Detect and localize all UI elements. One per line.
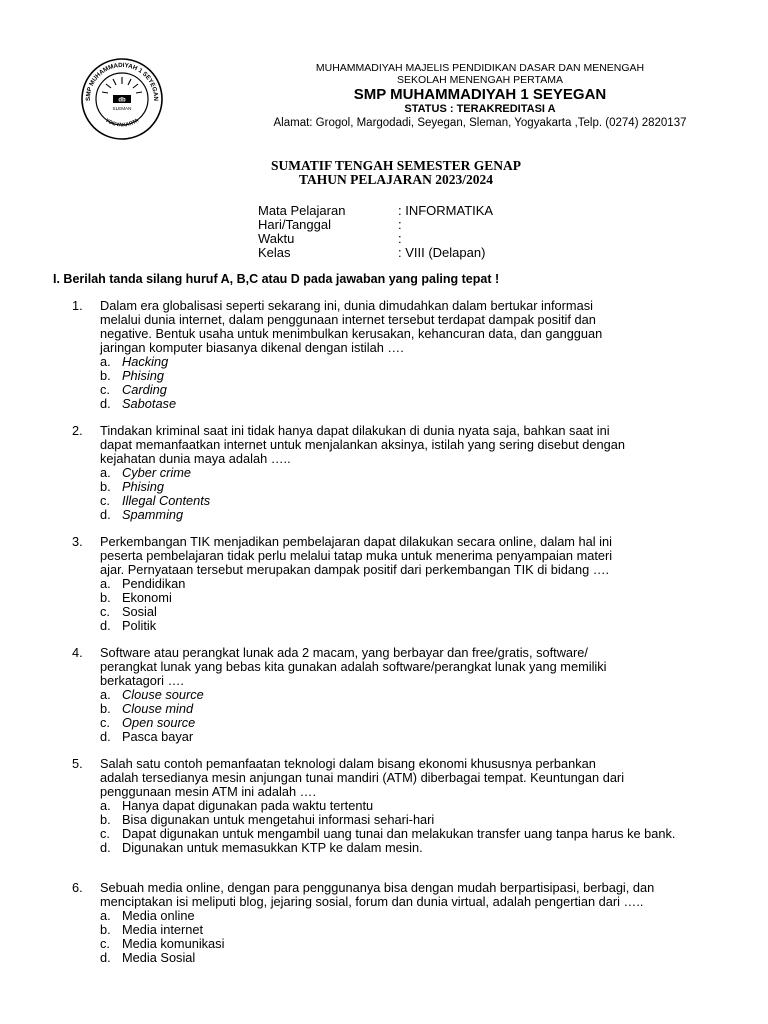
option-text: Clouse mind (122, 701, 194, 716)
option-text: Carding (122, 382, 167, 397)
meta-value: : (398, 217, 402, 232)
option-text: Sabotase (122, 396, 177, 411)
answer-option[interactable] (100, 369, 722, 383)
accreditation-status: STATUS : TERAKREDITASI A (404, 103, 556, 115)
option-letter: b. (100, 922, 111, 937)
meta-row-date (258, 218, 493, 232)
question-line: Sebuah media online, dengan para penggunanya bisa dengan mudah berpartisipasi, berbagi, dan (100, 880, 655, 895)
answer-option[interactable] (100, 577, 722, 591)
school-name: SMP MUHAMMADIYAH 1 SEYEGAN (353, 86, 607, 103)
answer-option[interactable] (100, 591, 722, 605)
question-line: Tindakan kriminal saat ini tidak hanya dapat dilakukan di dunia nyata saja, bahkan saat ini (100, 423, 610, 438)
option-letter: d. (100, 950, 111, 965)
svg-text:db: db (118, 97, 126, 104)
option-text: Digunakan untuk memasukkan KTP ke dalam mesin. (122, 840, 423, 855)
option-letter: a. (100, 687, 111, 702)
option-text: Media online (122, 908, 195, 923)
option-letter: c. (100, 936, 110, 951)
answer-option[interactable] (100, 909, 722, 923)
option-text: Politik (122, 618, 157, 633)
question-4 (72, 646, 722, 744)
meta-label: Hari/Tanggal (258, 217, 331, 232)
question-line: jaringan komputer biasanya dikenal dengan istilah …. (100, 340, 404, 355)
option-letter: a. (100, 354, 111, 369)
meta-row-subject (258, 204, 493, 218)
answer-option[interactable] (100, 508, 722, 522)
question-line: berkatagori …. (100, 673, 184, 688)
logo-bottom-text: YOGYAKARTA (103, 117, 141, 129)
option-text: Bisa digunakan untuk mengetahui informasi sehari-hari (122, 812, 435, 827)
option-letter: b. (100, 368, 111, 383)
option-text: Spamming (122, 507, 184, 522)
section-instruction: I. Berilah tanda silang huruf A, B,C atau D pada jawaban yang paling tepat ! (53, 272, 500, 286)
question-line: Perkembangan TIK menjadikan pembelajaran dapat dilakukan secara online, dalam hal ini (100, 534, 612, 549)
exam-title: SUMATIF TENGAH SEMESTER GENAP (271, 158, 521, 173)
option-letter: c. (100, 382, 110, 397)
meta-label: Kelas (258, 245, 291, 260)
answer-option[interactable] (100, 827, 700, 841)
answer-option[interactable] (100, 397, 722, 411)
option-letter: a. (100, 576, 111, 591)
question-line: Dalam era globalisasi seperti sekarang ini, dunia dimudahkan dalam bertukar informasi (100, 298, 593, 313)
option-letter: d. (100, 507, 111, 522)
answer-option[interactable] (100, 841, 722, 855)
question-line: negative. Bentuk usaha untuk menimbulkan kerusakan, kehancuran data, dan gangguan (100, 326, 603, 341)
question-number: 3. (72, 534, 83, 549)
question-number: 5. (72, 756, 83, 771)
option-text: Hanya dapat digunakan pada waktu tertentu (122, 798, 374, 813)
question-line: kejahatan dunia maya adalah ….. (100, 451, 291, 466)
answer-option[interactable] (100, 730, 722, 744)
meta-value: : (398, 231, 402, 246)
option-letter: c. (100, 715, 110, 730)
question-number: 1. (72, 298, 83, 313)
question-line: Software atau perangkat lunak ada 2 macam, yang berbayar dan free/gratis, software/ (100, 645, 588, 660)
logo-ring-text: SMP MUHAMMADIYAH 1 SEYEGAN (84, 61, 160, 102)
school-address: Alamat: Grogol, Margodadi, Seyegan, Sleman, Yogyakarta ,Telp. (0274) 2820137 (273, 117, 687, 129)
option-letter: d. (100, 618, 111, 633)
option-letter: d. (100, 840, 111, 855)
answer-option[interactable] (100, 619, 722, 633)
school-level: SEKOLAH MENENGAH PERTAMA (397, 74, 563, 86)
answer-option[interactable] (100, 480, 722, 494)
option-text: Dapat digunakan untuk mengambil uang tunai dan melakukan transfer uang tanpa harus ke bank. (122, 826, 676, 841)
answer-option[interactable] (100, 813, 722, 827)
meta-label: Waktu (258, 231, 295, 246)
question-line: melalui dunia internet, dalam penggunaan internet tersebut terdapat dampak positif dan (100, 312, 596, 327)
answer-option[interactable] (100, 951, 722, 965)
exam-info-table (258, 204, 493, 260)
svg-text:YOGYAKARTA (104, 118, 140, 129)
option-text: Media komunikasi (122, 936, 225, 951)
answer-option[interactable] (100, 355, 722, 369)
question-line: penggunaan mesin ATM ini adalah …. (100, 784, 317, 799)
question-line: dapat memanfaatkan internet untuk menjalankan aksinya, istilah yang sering disebut dengan (100, 437, 626, 452)
answer-option[interactable] (100, 923, 722, 937)
sun-rays-icon (102, 77, 142, 93)
option-letter: a. (100, 908, 111, 923)
option-text: Pendidikan (122, 576, 186, 591)
option-letter: c. (100, 826, 110, 841)
question-3 (72, 535, 722, 633)
question-line: peserta pembelajaran tidak perlu melalui tatap muka untuk menerima penyampaian materi (100, 548, 613, 563)
option-text: Media internet (122, 922, 204, 937)
answer-option[interactable] (100, 605, 722, 619)
question-line: ajar. Pernyataan tersebut merupakan dampak positif dari perkembangan TIK di bidang …. (100, 562, 610, 577)
option-text: Cyber crime (122, 465, 191, 480)
option-letter: b. (100, 812, 111, 827)
option-text: Illegal Contents (122, 493, 211, 508)
answer-option[interactable] (100, 702, 722, 716)
question-2 (72, 424, 722, 522)
question-number: 4. (72, 645, 83, 660)
option-text: Ekonomi (122, 590, 172, 605)
answer-option[interactable] (100, 799, 722, 813)
question-number: 2. (72, 423, 83, 438)
option-letter: a. (100, 465, 111, 480)
answer-option[interactable] (100, 688, 722, 702)
question-6 (72, 881, 722, 965)
answer-option[interactable] (100, 937, 722, 951)
meta-row-time (258, 232, 493, 246)
option-text: Open source (122, 715, 196, 730)
question-line: adalah tersedianya mesin anjungan tunai mandiri (ATM) diberbagai tempat. Keuntungan dari (100, 770, 625, 785)
logo-center-text: SLEMAN (112, 106, 132, 111)
option-letter: b. (100, 701, 111, 716)
meta-label: Mata Pelajaran (258, 203, 346, 218)
option-text: Phising (122, 479, 164, 494)
answer-option[interactable] (100, 494, 722, 508)
question-1 (72, 299, 722, 411)
answer-option[interactable] (100, 716, 722, 730)
option-text: Clouse source (122, 687, 204, 702)
exam-year: TAHUN PELAJARAN 2023/2024 (298, 172, 493, 187)
option-letter: c. (100, 604, 110, 619)
question-line: perangkat lunak yang bebas kita gunakan adalah software/perangkat lunak yang memiliki (100, 659, 607, 674)
meta-value: : INFORMATIKA (398, 203, 494, 218)
option-letter: d. (100, 396, 111, 411)
option-text: Sosial (122, 604, 157, 619)
question-5 (72, 757, 722, 855)
option-text: Media Sosial (122, 950, 196, 965)
option-letter: b. (100, 479, 111, 494)
option-letter: b. (100, 590, 111, 605)
option-letter: d. (100, 729, 111, 744)
option-letter: a. (100, 798, 111, 813)
question-line: Salah satu contoh pemanfaatan teknologi dalam bisang ekonomi khususnya perbankan (100, 756, 596, 771)
answer-option[interactable] (100, 383, 722, 397)
question-line: menciptakan isi meliputi blog, jejaring sosial, forum dan dunia virtual, adalah pengertian dari ….. (100, 894, 644, 909)
question-number: 6. (72, 880, 83, 895)
option-letter: c. (100, 493, 110, 508)
option-text: Pasca bayar (122, 729, 194, 744)
option-text: Hacking (122, 354, 169, 369)
org-line: MUHAMMADIYAH MAJELIS PENDIDIKAN DASAR DAN MENENGAH (315, 62, 645, 74)
option-text: Phising (122, 368, 164, 383)
school-logo (80, 57, 164, 141)
answer-option[interactable] (100, 466, 722, 480)
meta-row-class (258, 246, 493, 260)
meta-value: : VIII (Delapan) (398, 245, 486, 260)
